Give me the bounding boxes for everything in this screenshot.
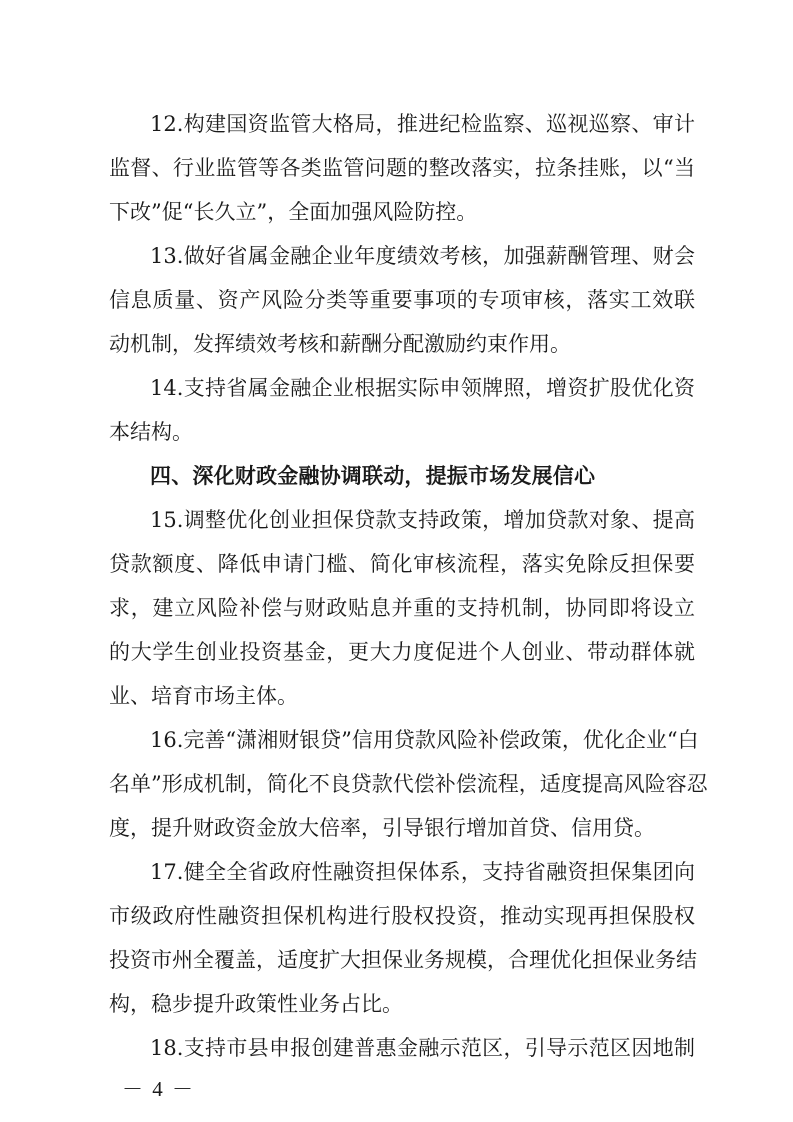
paragraph-16-line-1: 16.完善“潇湘财银贷”信用贷款风险补偿政策，优化企业“白	[150, 728, 699, 752]
paragraph-16-line-3: 度，提升财政资金放大倍率，引导银行增加首贷、信用贷。	[109, 816, 655, 840]
paragraph-12-line-2: 监督、行业监管等各类监管问题的整改落实，拉条挂账，以“当	[109, 156, 695, 180]
paragraph-13-line-2: 信息质量、资产风险分类等重要事项的专项审核，落实工效联	[109, 288, 695, 312]
paragraph-15-line-3: 求，建立风险补偿与财政贴息并重的支持机制，协同即将设立	[109, 596, 695, 620]
paragraph-15-line-1: 15.调整优化创业担保贷款支持政策，增加贷款对象、提高	[150, 508, 695, 532]
paragraph-14-line-2: 本结构。	[109, 420, 193, 444]
paragraph-15-line-5: 业、培育市场主体。	[109, 684, 298, 708]
paragraph-13-line-1: 13.做好省属金融企业年度绩效考核，加强薪酬管理、财会	[150, 244, 695, 268]
paragraph-17-line-4: 构，稳步提升政策性业务占比。	[109, 992, 403, 1016]
paragraph-17-line-1: 17.健全全省政府性融资担保体系，支持省融资担保集团向	[150, 860, 695, 884]
paragraph-15-line-2: 贷款额度、降低申请门槛、简化审核流程，落实免除反担保要	[109, 552, 695, 576]
paragraph-17-line-2: 市级政府性融资担保机构进行股权投资，推动实现再担保股权	[109, 904, 695, 928]
paragraph-12-line-3: 下改”促“长久立”，全面加强风险防控。	[109, 200, 478, 224]
paragraph-17-line-3: 投资市州全覆盖，适度扩大担保业务规模，合理优化担保业务结	[109, 948, 697, 972]
paragraph-12-line-1: 12.构建国资监管大格局，推进纪检监察、巡视巡察、审计	[150, 112, 695, 136]
page-number: － 4 －	[122, 1077, 195, 1101]
paragraph-18-line-1: 18.支持市县申报创建普惠金融示范区，引导示范区因地制	[150, 1036, 695, 1060]
paragraph-15-line-4: 的大学生创业投资基金，更大力度促进个人创业、带动群体就	[109, 640, 695, 664]
paragraph-16-line-2: 名单”形成机制，简化不良贷款代偿补偿流程，适度提高风险容忍	[109, 772, 708, 796]
paragraph-13-line-3: 动机制，发挥绩效考核和薪酬分配激励约束作用。	[109, 332, 571, 356]
section-heading: 四、深化财政金融协调联动，提振市场发展信心	[150, 464, 596, 488]
paragraph-14-line-1: 14.支持省属金融企业根据实际申领牌照，增资扩股优化资	[150, 376, 695, 400]
